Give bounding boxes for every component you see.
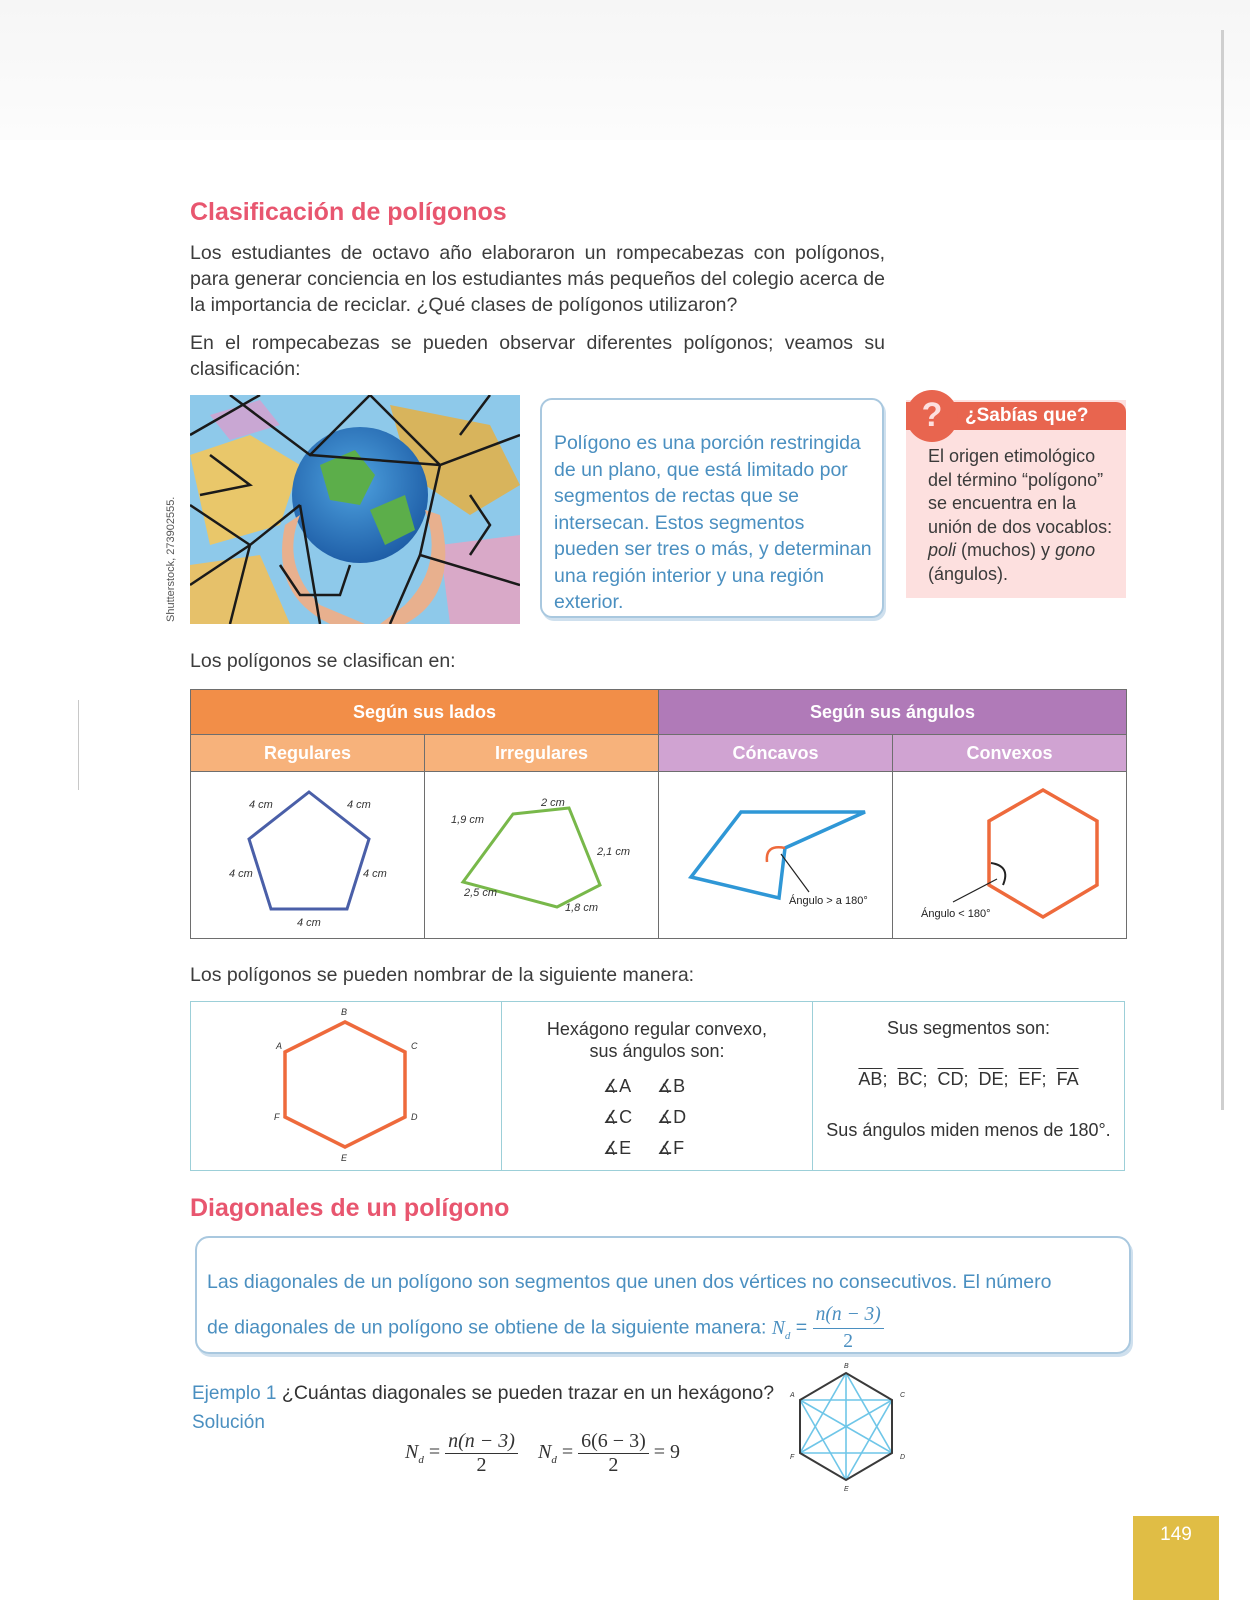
vertex-label: B [341, 1007, 348, 1017]
hexagon-cell [191, 1002, 502, 1171]
sabias-que-text: El origen etimológico del término “polígono” se encuentra en la unión de dos vocablos: poli (muchos) y gono (ángulos). [928, 446, 1113, 584]
vertex-label: B [844, 1363, 849, 1370]
page-number: 149 [1133, 1516, 1219, 1600]
angle-item: ∡A [603, 1076, 632, 1096]
intro-paragraph: Los estudiantes de octavo año elaboraron un rompecabezas con polígonos, para generar conciencia en los estudiantes más pequeños del colegio acerca de la importancia de reciclar. ¿Qué clases de polígonos utilizaron? [190, 242, 885, 316]
concave-angle-label: Ángulo > a 180° [789, 895, 868, 907]
col-irregulares: Irregulares [425, 735, 659, 772]
example-question: Ejemplo 1 ¿Cuántas diagonales se pueden trazar en un hexágono? [192, 1382, 775, 1404]
col-concavos: Cóncavos [659, 735, 893, 772]
vertex-label: E [341, 1153, 348, 1163]
segment-item: $\overline{DE}$ [978, 1069, 1004, 1089]
side-label: 2 cm [541, 797, 565, 809]
intro-paragraph-2: En el rompecabezas se pueden observar diferentes polígonos; veamos su clasificación: [190, 332, 885, 380]
group-header-angles: Según sus ángulos [659, 690, 1127, 735]
named-hexagon [285, 1022, 405, 1147]
vertex-label: A [276, 1041, 283, 1051]
section-title-classification: Clasificación de polígonos [190, 198, 507, 226]
angle-item: ∡F [657, 1138, 685, 1158]
convex-polygon-cell [893, 772, 1127, 939]
vertex-label: A [790, 1392, 795, 1399]
formula-lhs: $N_d$ [771, 1317, 791, 1342]
side-label: 4 cm [363, 868, 387, 880]
col-convexos: Convexos [893, 735, 1127, 772]
side-label: 2,1 cm [597, 846, 631, 858]
concave-polygon [691, 812, 865, 898]
definition-text: Polígono es una porción restringida de un plano, que está limitado por segmentos de rectas que se intersecan. Estos segmentos pueden ser tres o más, y determinan una región interior y una región exterior. [554, 432, 872, 613]
segments-cell [813, 1002, 1125, 1171]
question-icon: ? [906, 390, 958, 442]
hexagon-diagonals-figure [780, 1360, 910, 1495]
segment-item: $\overline{BC}$ [897, 1069, 923, 1089]
angle-item: ∡D [657, 1107, 687, 1127]
segments-note: Sus ángulos miden menos de 180°. [826, 1120, 1111, 1140]
irregular-polygon-cell [425, 772, 659, 939]
segment-item: $\overline{CD}$ [937, 1069, 964, 1089]
side-label: 4 cm [297, 917, 321, 929]
vertex-label: C [900, 1392, 906, 1399]
image-credit: Shutterstock, 273902555. [165, 496, 177, 622]
segments-title: Sus segmentos son: [886, 1018, 1051, 1038]
naming-intro: Los polígonos se pueden nombrar de la siguiente manera: [190, 964, 695, 986]
diagonals-definition-text: Las diagonales de un polígono son segmentos que unen dos vértices no consecutivos. El número de diagonales de un polígono se obtiene de la siguiente manera: $N_d$ = $\frac{n(n - 3)}{2}$ [207, 1262, 1107, 1355]
example-formula-1: $N_d$ = $\frac{n(n - 3)}{2}$ [405, 1430, 518, 1477]
example-label: Ejemplo 1 [192, 1383, 277, 1404]
regular-pentagon-cell [191, 772, 425, 939]
vertex-label: D [411, 1112, 418, 1122]
vertex-label: F [790, 1454, 795, 1461]
angles-cell [502, 1002, 813, 1171]
side-label: 2,5 cm [464, 887, 498, 899]
group-header-sides: Según sus lados [191, 690, 659, 735]
side-label: 1,9 cm [451, 814, 485, 826]
page-edge-rule [1221, 30, 1224, 1110]
segment-item: $\overline{AB}$ [858, 1069, 883, 1089]
sabias-que-title: ¿Sabías que? [965, 405, 1089, 426]
naming-table [190, 1001, 1125, 1171]
example-result: = 9 [653, 1441, 681, 1464]
scan-top-shadow [0, 0, 1250, 140]
interior-angle-arc [991, 863, 1005, 885]
col-regulares: Regulares [191, 735, 425, 772]
side-label: 4 cm [249, 799, 273, 811]
convex-hexagon [989, 790, 1097, 917]
example-formula-2: $N_d$ = $\frac{6(6 - 3)}{2}$ = 9 [538, 1430, 681, 1476]
classification-table [190, 689, 1127, 939]
margin-mark [78, 700, 79, 790]
section-title-diagonals: Diagonales de un polígono [190, 1194, 510, 1222]
concave-polygon-cell [659, 772, 893, 939]
side-label: 4 cm [347, 799, 371, 811]
vertex-label: F [274, 1112, 280, 1122]
classify-intro: Los polígonos se clasifican en: [190, 650, 456, 672]
vertex-label: D [900, 1454, 906, 1461]
angle-item: ∡C [603, 1107, 633, 1127]
angle-item: ∡E [603, 1138, 632, 1158]
vertex-label: E [844, 1486, 849, 1493]
angles-list [502, 1076, 812, 1159]
diagonals-formula: $\frac{n(n - 3)}{2}$ [813, 1302, 884, 1355]
diagonal-lines [800, 1373, 892, 1480]
puzzle-photo [190, 395, 520, 624]
segment-item: $\overline{FA}$ [1056, 1069, 1079, 1089]
angle-item: ∡B [657, 1076, 686, 1096]
angles-title: Hexágono regular convexo, sus ángulos son: [546, 1019, 768, 1061]
segments-list: $\overline{AB}$; $\overline{BC}$; $\overline{CD}$; $\overline{DE}$; $\overline{EF}$; $\overline{FA}$ [858, 1069, 1079, 1089]
solution-label: Solución [192, 1412, 265, 1433]
convex-angle-label: Ángulo < 180° [921, 908, 991, 920]
segment-item: $\overline{EF}$ [1018, 1069, 1042, 1089]
vertex-label: C [411, 1041, 418, 1051]
side-label: 4 cm [229, 868, 253, 880]
side-label: 1,8 cm [565, 902, 599, 914]
